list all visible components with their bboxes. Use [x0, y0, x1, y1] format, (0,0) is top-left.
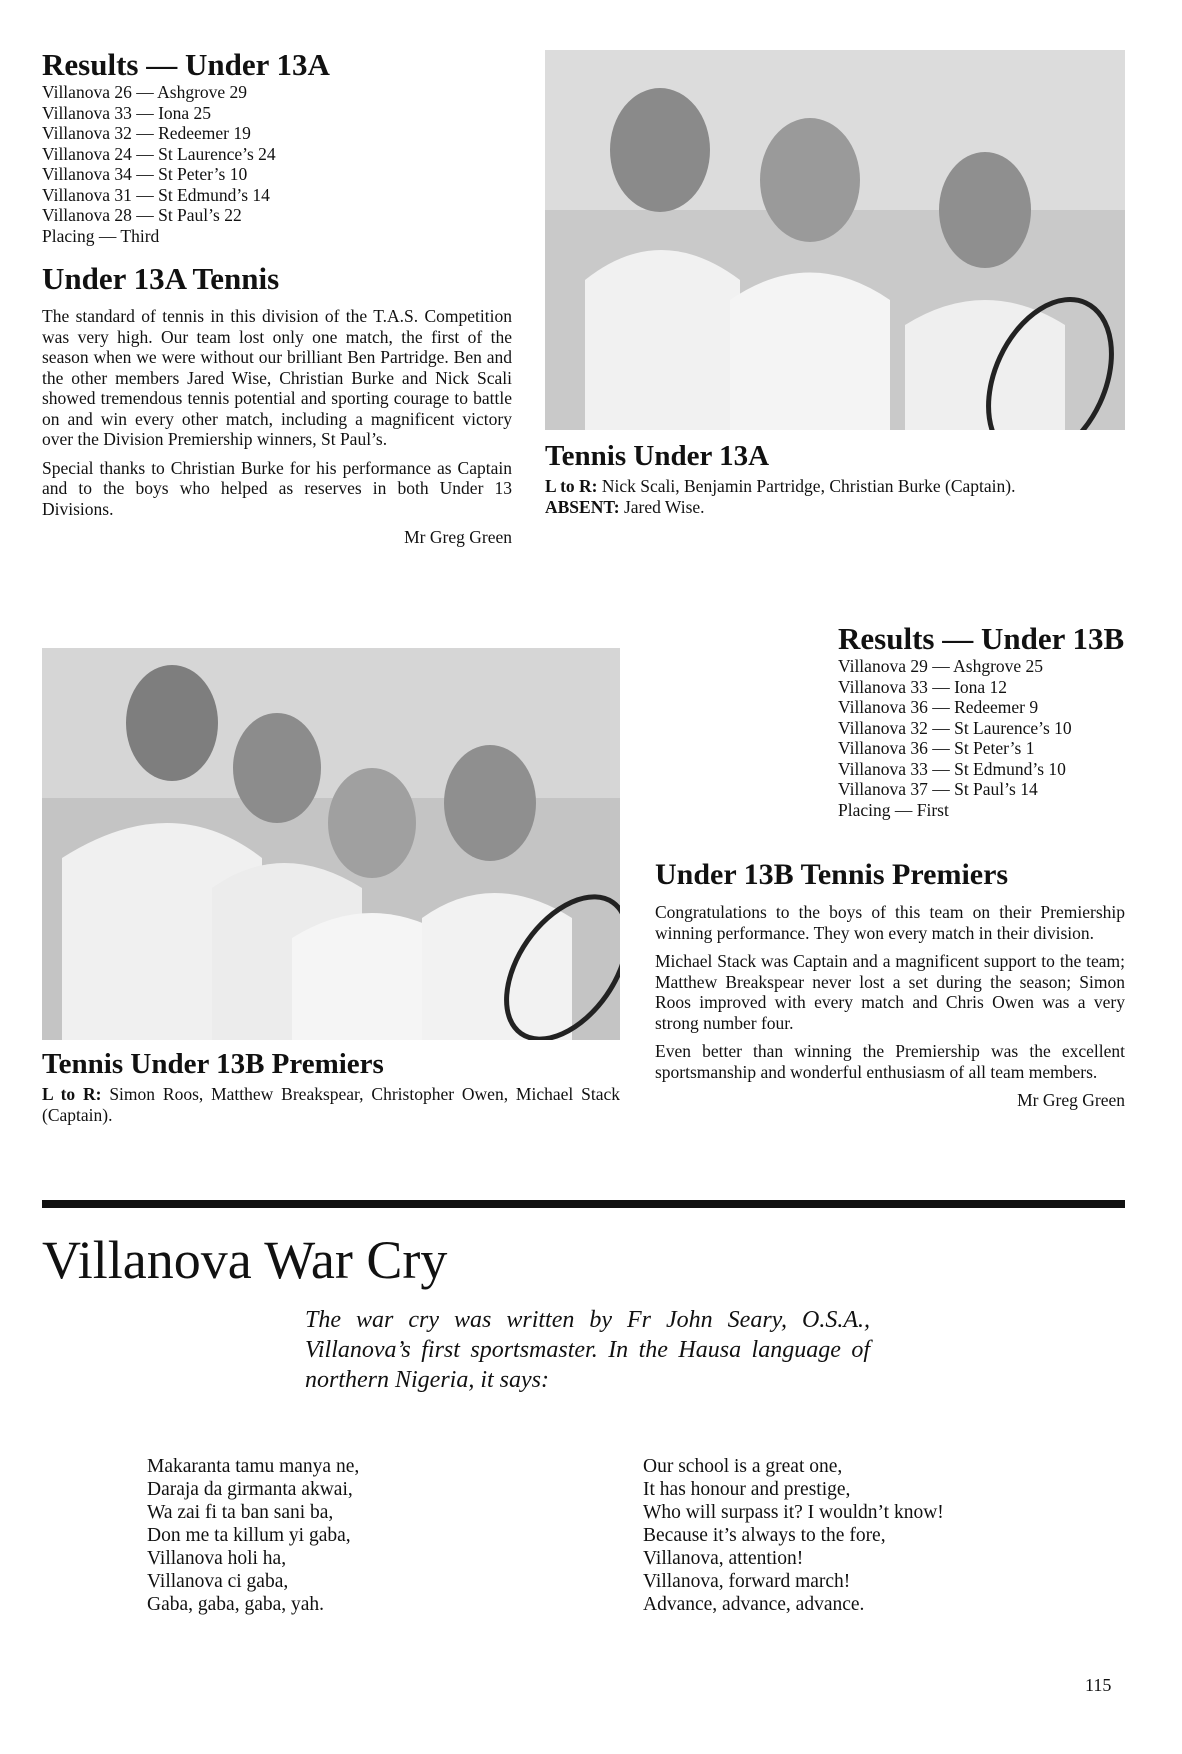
result-line: Villanova 32 — Redeemer 19 [42, 123, 251, 143]
tennis-13b-article [655, 858, 1125, 1111]
results-13a-list [42, 82, 512, 246]
poem-line: Advance, advance, advance. [643, 1594, 865, 1615]
photo-13a-absent [545, 497, 1125, 518]
photo-13b-caption-title: Tennis Under 13B Premiers [42, 1048, 384, 1080]
result-line: Villanova 34 — St Peter’s 10 [42, 164, 248, 184]
war-cry-english [643, 1455, 1103, 1616]
result-line: Villanova 32 — St Laurence’s 10 [838, 717, 1072, 738]
team-photo-13b [42, 648, 620, 1040]
result-line: Villanova 33 — Iona 25 [42, 102, 212, 123]
lr-label: L to R: [42, 1084, 102, 1104]
page-number: 115 [1085, 1675, 1112, 1695]
team-photo-13a [545, 50, 1125, 430]
article-paragraph: The standard of tennis in this division of the T.A.S. Competition was very high. Our team lost only one match, the first of the season when we were without our brilliant Ben Partridge. Ben and the other members Jared Wise, Christian Burke and Nick Scali showed tremendous tennis potential and sporting courage to battle on and win every other match, including a magnificent victory over the Division Premiership winners, St Paul’s. [42, 306, 512, 449]
war-cry-title: Villanova War Cry [42, 1230, 448, 1290]
war-cry-intro: The war cry was written by Fr John Seary, O.S.A., Villanova’s first sportsmaster. In the Hausa language of northern Nigeria, it says: [305, 1307, 870, 1393]
tennis-13a-title: Under 13A Tennis [42, 261, 280, 296]
poem-line: Villanova holi ha, [147, 1548, 287, 1569]
photo-13b-names [42, 1084, 620, 1125]
article-paragraph: Even better than winning the Premiership was the excellent sportsmanship and wonderful enthusiasm of all team members. [655, 1041, 1125, 1082]
poem-line: Our school is a great one, [643, 1456, 843, 1477]
section-divider [42, 1200, 1125, 1208]
photo-13b-caption [42, 1048, 620, 1125]
article-author: Mr Greg Green [1017, 1090, 1125, 1110]
results-13a-section [42, 48, 512, 246]
results-13a-title: Results — Under 13A [42, 47, 330, 82]
tennis-13a-article [42, 262, 512, 548]
poem-line: Makaranta tamu manya ne, [147, 1456, 360, 1477]
results-13b-title: Results — Under 13B [838, 621, 1125, 656]
poem-line: Gaba, gaba, gaba, yah. [147, 1594, 325, 1615]
poem-line: Who will surpass it? I wouldn’t know! [643, 1502, 944, 1523]
poem-line: Villanova ci gaba, [147, 1571, 289, 1592]
lr-names: Nick Scali, Benjamin Partridge, Christian Burke (Captain). [601, 476, 1016, 496]
placing-line: Placing — Third [42, 225, 160, 246]
article-paragraph: Congratulations to the boys of this team on their Premiership winning performance. They won every match in their division. [655, 902, 1125, 943]
poem-line: Don me ta killum yi gaba, [147, 1525, 351, 1546]
lr-label: L to R: [545, 476, 598, 496]
absent-label: ABSENT: [545, 496, 620, 517]
poem-line: Villanova, attention! [643, 1548, 804, 1569]
result-line: Villanova 36 — Redeemer 9 [838, 697, 1039, 717]
result-line: Villanova 28 — St Paul’s 22 [42, 205, 242, 225]
article-paragraph: Michael Stack was Captain and a magnificent support to the team; Matthew Breakspear never lost a set during the season; Simon Roos improved with every match and Chris Owen was a very strong number four. [655, 951, 1125, 1033]
photo-13a-caption-title: Tennis Under 13A [545, 440, 770, 472]
poem-line: Villanova, forward march! [643, 1571, 851, 1592]
result-line: Villanova 29 — Ashgrove 25 [838, 656, 1044, 676]
lr-names: Simon Roos, Matthew Breakspear, Christopher Owen, Michael Stack (Captain). [42, 1084, 620, 1125]
absent-names: Jared Wise. [623, 496, 705, 517]
result-line: Villanova 36 — St Peter’s 1 [838, 738, 1035, 758]
article-author: Mr Greg Green [404, 527, 512, 547]
result-line: Villanova 33 — Iona 12 [838, 676, 1008, 697]
result-line: Villanova 24 — St Laurence’s 24 [42, 143, 276, 164]
poem-line: Daraja da girmanta akwai, [147, 1479, 353, 1500]
result-line: Villanova 31 — St Edmund’s 14 [42, 184, 270, 205]
article-paragraph: Special thanks to Christian Burke for his performance as Captain and to the boys who helped as reserves in both Under 13 Divisions. [42, 457, 512, 519]
results-13b-section [838, 622, 1138, 820]
tennis-13b-title: Under 13B Tennis Premiers [655, 858, 1009, 891]
poem-line: Because it’s always to the fore, [643, 1525, 886, 1546]
poem-line: Wa zai fi ta ban sani ba, [147, 1502, 334, 1523]
results-13b-list [838, 656, 1138, 820]
photo-13a-names [545, 476, 1125, 497]
placing-line: Placing — First [838, 799, 949, 820]
war-cry-hausa [147, 1455, 587, 1616]
result-line: Villanova 33 — St Edmund’s 10 [838, 758, 1066, 779]
photo-13a-caption [545, 440, 1125, 517]
result-line: Villanova 26 — Ashgrove 29 [42, 82, 248, 102]
poem-line: It has honour and prestige, [643, 1479, 851, 1500]
result-line: Villanova 37 — St Paul’s 14 [838, 779, 1038, 799]
